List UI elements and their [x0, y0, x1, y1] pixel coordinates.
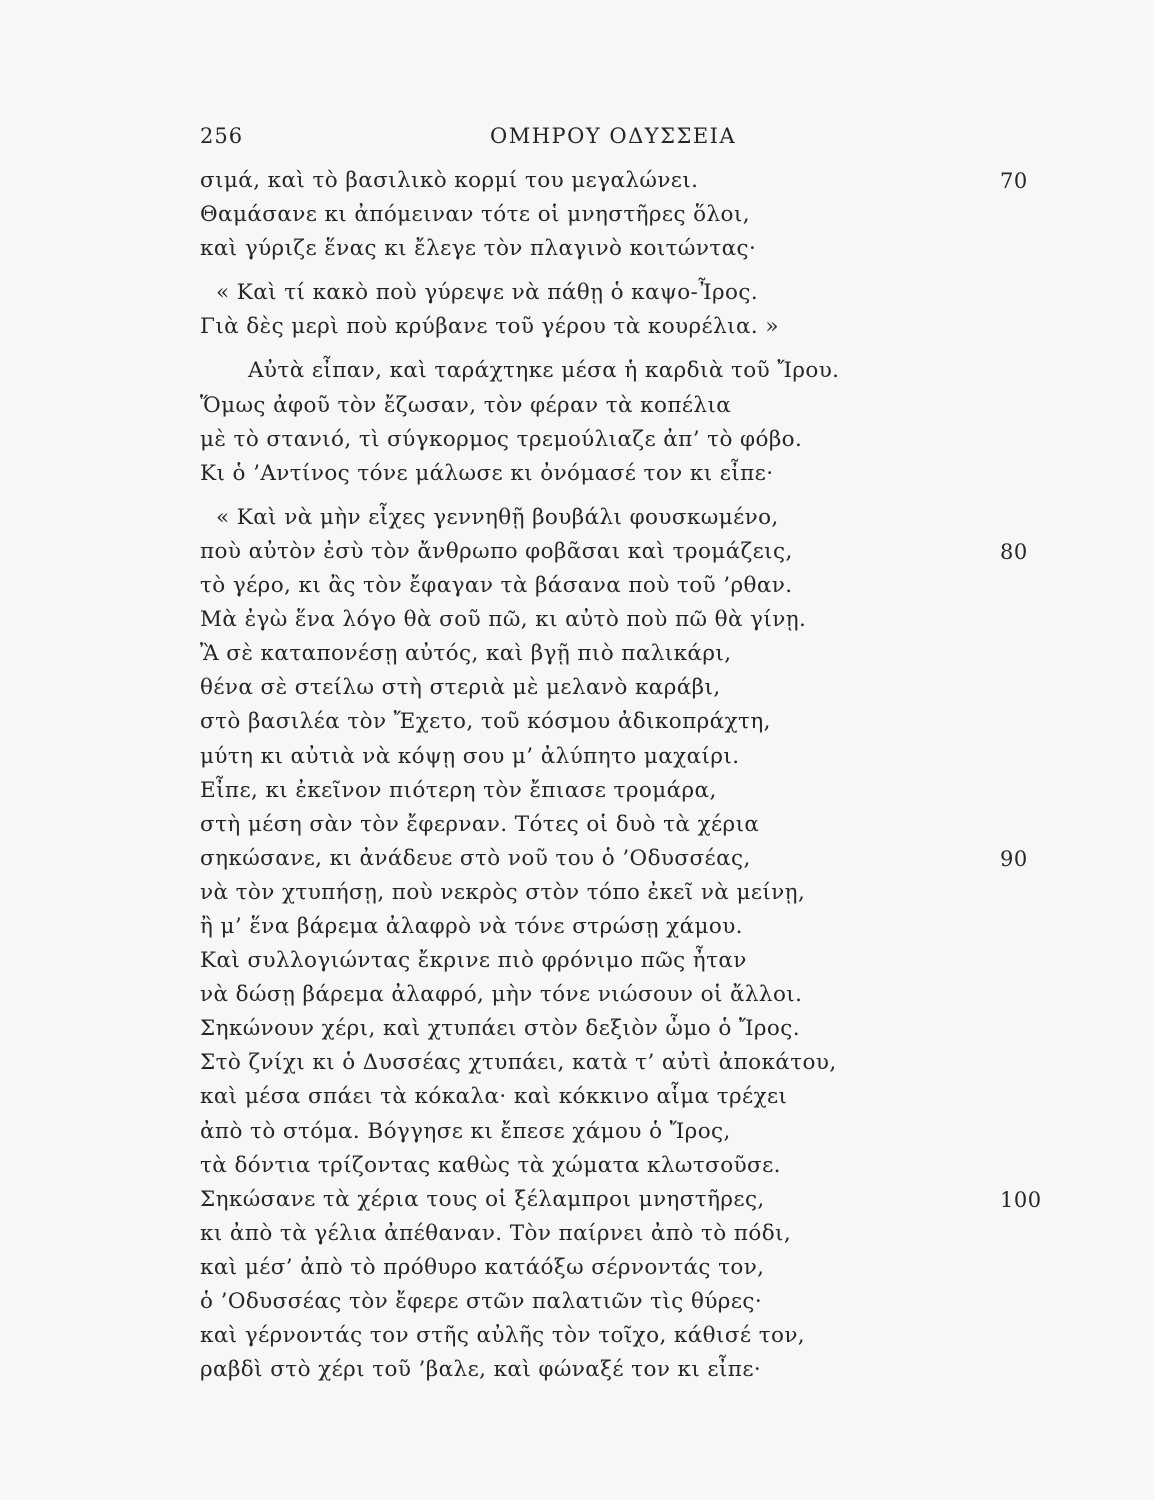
- verse-line: [0, 1149, 1154, 1183]
- verse-line: [0, 978, 1154, 1012]
- verse-text: ὁ ’Οδυσσέας τὸν ἔφερε στῶν παλατιῶν τὶς θύρες·: [200, 1289, 763, 1314]
- line-number: 100: [1000, 1187, 1042, 1212]
- verse-line: [0, 1080, 1154, 1114]
- verse-line: [0, 1251, 1154, 1285]
- line-number: 70: [1000, 169, 1028, 193]
- verse-line: [0, 1353, 1154, 1387]
- verse-text: ραβδὶ στὸ χέρι τοῦ ’βαλε, καὶ φώναξέ τον κι εἶπε·: [200, 1357, 762, 1383]
- verse-line: [0, 603, 1154, 637]
- verse-line: [0, 164, 1154, 198]
- verse-text: Εἶπε, κι ἐκεῖνον πιότερη τὸν ἔπιασε τρομάρα,: [200, 777, 717, 803]
- verse-text: τὸ γέρο, κι ἂς τὸν ἔφαγαν τὰ βάσανα ποὺ τοῦ ’ρθαν.: [200, 573, 793, 599]
- verse-line: [0, 389, 1154, 423]
- page-header: [200, 124, 1020, 154]
- verse-text: σηκώσανε, κι ἀνάδευε στὸ νοῦ του ὁ ’Οδυσσέας,: [200, 845, 751, 871]
- verse-text: « Καὶ νὰ μὴν εἶχες γεννηθῇ βουβάλι φουσκωμένο,: [216, 504, 779, 530]
- verse-line: [0, 423, 1154, 457]
- verse-line: [0, 1115, 1154, 1149]
- verse-line: [0, 1046, 1154, 1080]
- verse-text: μὲ τὸ στανιό, τὶ σύγκορμος τρεμούλιαζε ἀπ’ τὸ φόβο.: [200, 426, 803, 452]
- verse-text: καὶ μέσ’ ἀπὸ τὸ πρόθυρο κατάόξω σέρνοντάς τον,: [200, 1254, 765, 1280]
- verse-line: [0, 637, 1154, 671]
- poem-text: [0, 164, 1154, 1387]
- verse-text: κι ἀπὸ τὰ γέλια ἀπέθαναν. Τὸν παίρνει ἀπὸ τὸ πόδι,: [200, 1220, 792, 1246]
- verse-text: Καὶ συλλογιώντας ἔκρινε πιὸ φρόνιμο πῶς ἦταν: [200, 948, 747, 974]
- verse-text: Ἂ σὲ καταπονέσῃ αὐτός, καὶ βγῇ πιὸ παλικάρι,: [200, 641, 732, 667]
- verse-line: [0, 705, 1154, 739]
- verse-line: [0, 1183, 1154, 1217]
- verse-text: τὰ δόντια τρίζοντας καθὼς τὰ χώματα κλωτσοῦσε.: [200, 1152, 781, 1178]
- verse-line: [0, 354, 1154, 388]
- verse-line: [0, 310, 1154, 344]
- verse-line: [0, 1012, 1154, 1046]
- verse-text: στὸ βασιλέα τὸν Ἔχετο, τοῦ κόσμου ἀδικοπράχτη,: [200, 709, 771, 735]
- verse-line: [0, 808, 1154, 842]
- verse-text: Στὸ ζνίχι κι ὁ Δυσσέας χτυπάει, κατὰ τ’ αὐτὶ ἀποκάτου,: [200, 1050, 837, 1076]
- verse-text: στὴ μέση σὰν τὸν ἔφερναν. Τότες οἱ δυὸ τὰ χέρια: [200, 811, 760, 837]
- verse-line: [0, 876, 1154, 910]
- verse-text: Ὅμως ἀφοῦ τὸν ἔζωσαν, τὸν φέραν τὰ κοπέλια: [200, 392, 732, 418]
- verse-line: [0, 1217, 1154, 1251]
- verse-line: [0, 198, 1154, 232]
- verse-line: [0, 276, 1154, 310]
- verse-line: [0, 774, 1154, 808]
- verse-line: [0, 535, 1154, 569]
- verse-text: Κι ὁ ’Αντίνος τόνε μάλωσε κι ὀνόμασέ τον κι εἶπε·: [200, 460, 774, 486]
- verse-text: Αὐτὰ εἶπαν, καὶ ταράχτηκε μέσα ἡ καρδιὰ τοῦ Ἴρου.: [248, 358, 840, 384]
- verse-text: καὶ μέσα σπάει τὰ κόκαλα· καὶ κόκκινο αἷμα τρέχει: [200, 1084, 788, 1110]
- verse-text: Σηκώσανε τὰ χέρια τους οἱ ξέλαμπροι μνηστῆρες,: [200, 1186, 765, 1212]
- verse-text: θένα σὲ στείλω στὴ στεριὰ μὲ μελανὸ καράβι,: [200, 675, 721, 701]
- verse-line: [0, 944, 1154, 978]
- verse-text: σιμά, καὶ τὸ βασιλικὸ κορμί του μεγαλώνει.: [200, 168, 699, 193]
- verse-text: Σηκώνουν χέρι, καὶ χτυπάει στὸν δεξιὸν ὦμο ὁ Ἴρος.: [200, 1016, 800, 1042]
- verse-text: μύτη κι αὐτιὰ νὰ κόψῃ σου μ’ ἀλύπητο μαχαίρι.: [200, 743, 740, 769]
- verse-line: [0, 740, 1154, 774]
- verse-text: ἀπὸ τὸ στόμα. Βόγγησε κι ἔπεσε χάμου ὁ Ἴρος,: [200, 1118, 731, 1144]
- page-number: 256: [200, 124, 244, 148]
- running-title: ΟΜΗΡΟΥ ΟΔΥΣΣΕΙΑ: [490, 124, 737, 148]
- verse-line: [0, 910, 1154, 944]
- verse-line: [0, 842, 1154, 876]
- verse-text: ποὺ αὐτὸν ἐσὺ τὸν ἄνθρωπο φοβᾶσαι καὶ τρομάζεις,: [200, 538, 793, 564]
- verse-line: [0, 457, 1154, 491]
- verse-line: [0, 1285, 1154, 1319]
- verse-text: Θαμάσανε κι ἀπόμειναν τότε οἱ μνηστῆρες ὅλοι,: [200, 202, 750, 228]
- line-number: 90: [1000, 846, 1028, 871]
- line-number: 80: [1000, 539, 1028, 564]
- verse-line: [0, 501, 1154, 535]
- verse-text: καὶ γέρνοντάς τον στῆς αὐλῆς τὸν τοῖχο, κάθισέ τον,: [200, 1323, 806, 1349]
- verse-text: ἢ μ’ ἕνα βάρεμα ἀλαφρὸ νὰ τόνε στρώσῃ χάμου.: [200, 913, 743, 939]
- verse-line: [0, 569, 1154, 603]
- verse-text: νὰ δώσῃ βάρεμα ἀλαφρό, μὴν τόνε νιώσουν οἱ ἄλλοι.: [200, 982, 803, 1008]
- verse-line: [0, 671, 1154, 705]
- verse-text: νὰ τὸν χτυπήσῃ, ποὺ νεκρὸς στὸν τόπο ἐκεῖ νὰ μείνῃ,: [200, 879, 806, 905]
- verse-text: « Καὶ τί κακὸ ποὺ γύρεψε νὰ πάθῃ ὁ καψο-Ἶρος.: [216, 280, 759, 306]
- verse-text: καὶ γύριζε ἕνας κι ἔλεγε τὸν πλαγινὸ κοιτώντας·: [200, 236, 757, 262]
- verse-text: Γιὰ δὲς μερὶ ποὺ κρύβανε τοῦ γέρου τὰ κουρέλια. »: [200, 314, 779, 340]
- verse-text: Μὰ ἐγὼ ἕνα λόγο θὰ σοῦ πῶ, κι αὐτὸ ποὺ πῶ θὰ γίνῃ.: [200, 607, 807, 633]
- verse-line: [0, 1319, 1154, 1353]
- verse-line: [0, 232, 1154, 266]
